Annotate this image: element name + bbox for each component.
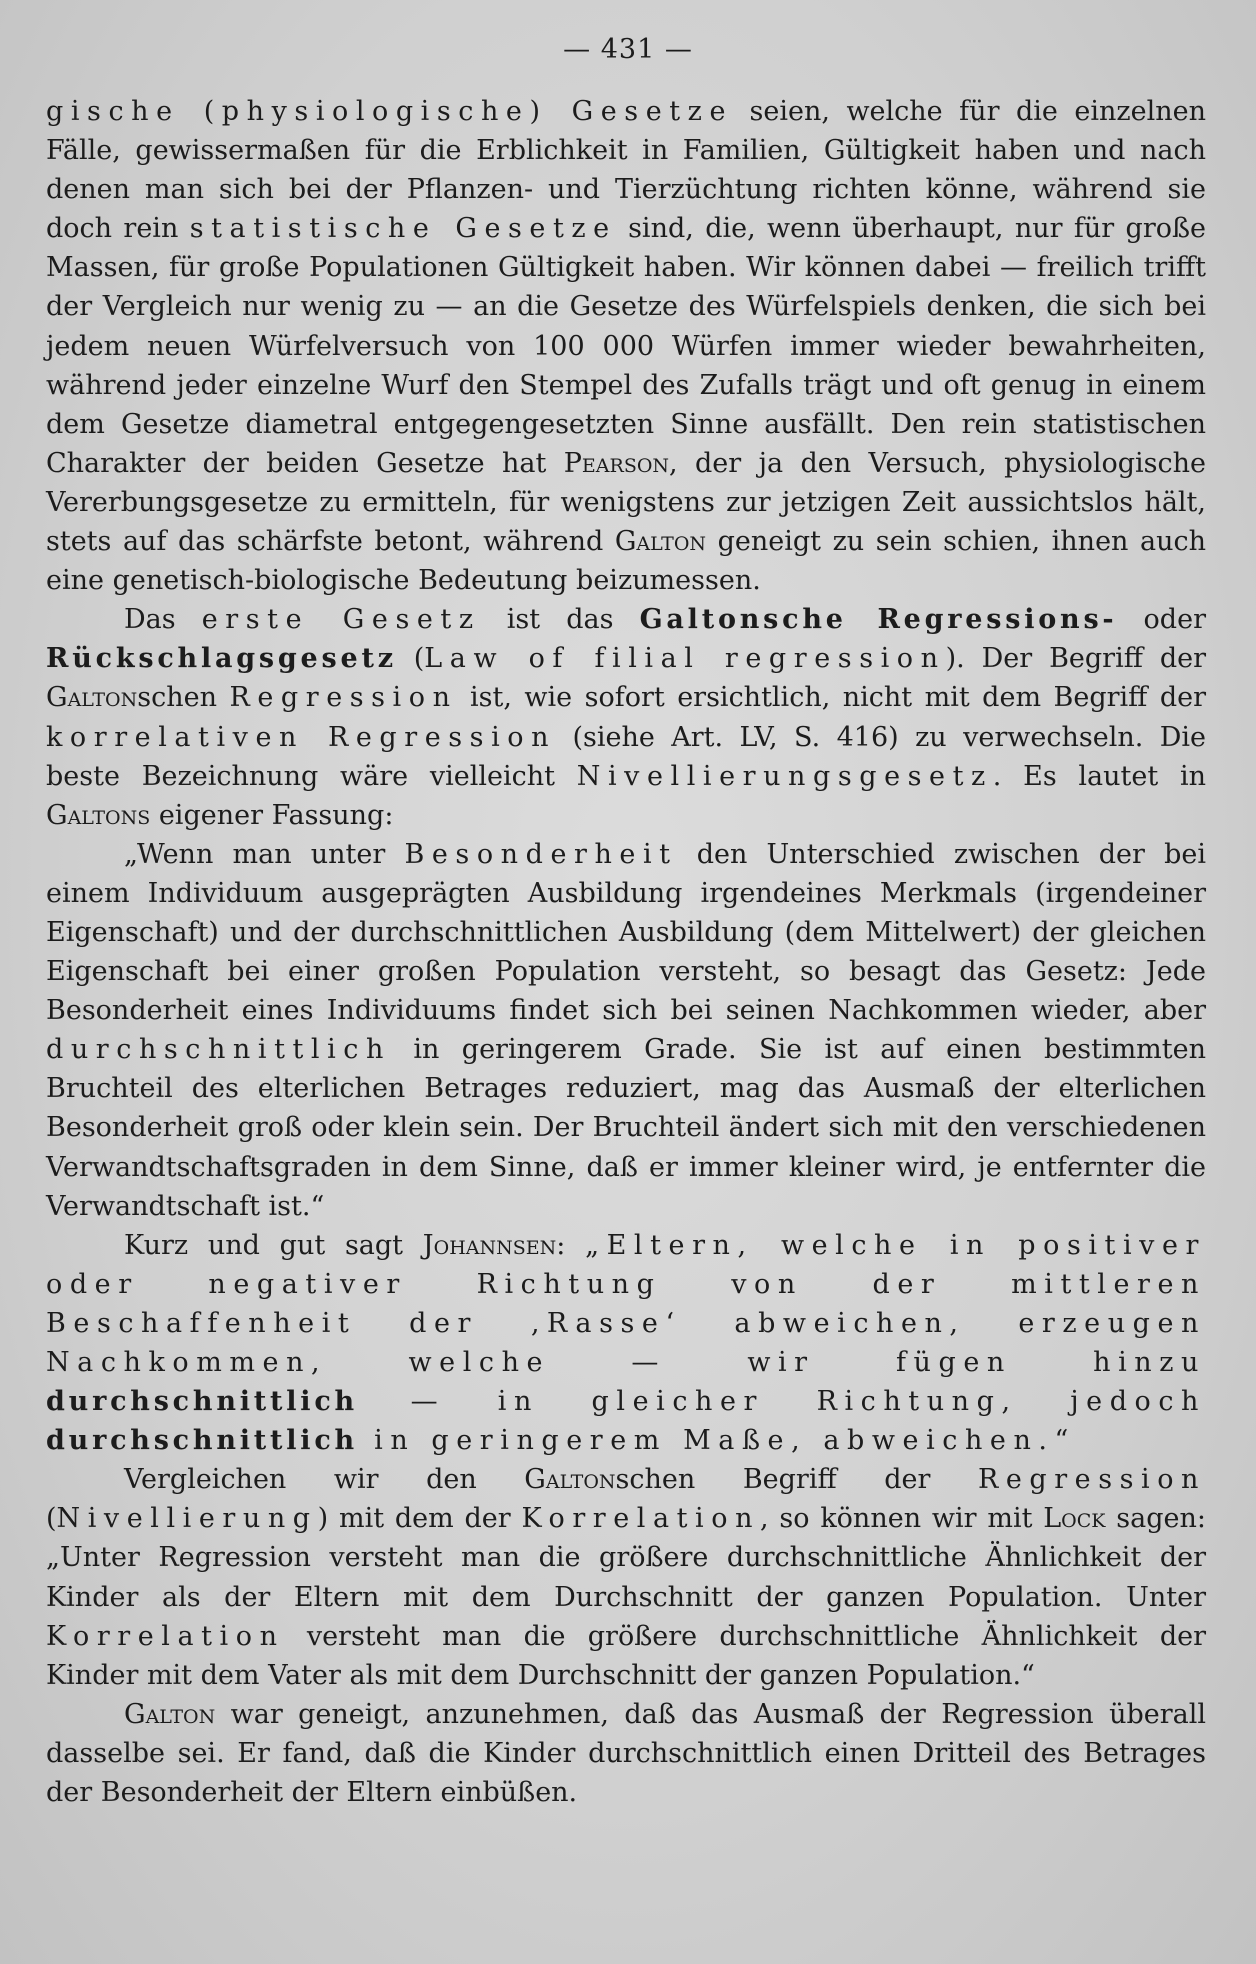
spaced-text: statistische Gesetze (189, 213, 617, 245)
text-run: „Wenn man unter (124, 838, 405, 870)
spaced-text: Korrelation (521, 1503, 761, 1535)
text-run: ist, wie sofort ersichtlich, nicht mit dem Begriff der (457, 682, 1206, 714)
small-caps-name: Galton (524, 1464, 616, 1496)
small-caps-name: Galtons (46, 799, 151, 831)
text-run: geneigt zu sein schien, ihnen auch eine genetisch-biologische Bedeutung beizumessen. (46, 526, 1206, 597)
text-run: (siehe Art. LV, S. 416) zu verwechseln. Die beste Bezeichnung wäre vielleicht (46, 721, 1206, 792)
text-run: ) mit dem der (317, 1503, 522, 1535)
paragraph-6 (46, 1695, 1206, 1812)
paragraph-2 (46, 600, 1206, 835)
page-number: — 431 — (563, 34, 693, 65)
text-run: ( (396, 643, 425, 675)
spaced-text: Nivellierung (56, 1503, 318, 1535)
page-body (46, 92, 1206, 1812)
small-caps-name: Galton (46, 682, 138, 714)
spaced-text: — in gleicher Richtung, jedoch (357, 1386, 1206, 1418)
text-run: ist das (480, 604, 640, 636)
text-run: ( (46, 1503, 57, 1535)
spaced-text: Regression (229, 682, 458, 714)
bold-term: durchschnittlich (46, 1425, 358, 1457)
bold-term: Rückschlagsgesetz (46, 643, 397, 675)
small-caps-name: Lock (1043, 1503, 1106, 1535)
text-run: Das (124, 604, 202, 636)
paragraph-1 (46, 92, 1206, 600)
spaced-text: Korrelation (46, 1620, 285, 1652)
text-run: oder (1117, 604, 1206, 636)
small-caps-name: Pearson (563, 447, 670, 479)
text-run: schen Begriff der (615, 1464, 978, 1496)
spaced-text: Besonderheit (404, 838, 678, 870)
spaced-text: „Eltern, welche in positiver oder negativer Richtung von der mittleren Beschaffenheit der ‚Rasse‘ abweichen, erzeugen Nachkommen, welche — wir fügen hinzu (46, 1229, 1206, 1378)
text-run: Kurz und gut sagt (124, 1229, 423, 1261)
text-run: , so können wir mit (760, 1503, 1044, 1535)
bold-term: Galtonsche Regressions- (639, 604, 1118, 636)
spaced-text: Law of filial regression (424, 643, 946, 675)
text-run: : (556, 1229, 586, 1261)
small-caps-name: Galton (614, 526, 707, 558)
text-run: sind, die, wenn überhaupt, nur für große Massen, für große Populationen Gültigkeit haben. Wir können dabei — freilich trifft der Vergleich nur wenig zu — an die Gesetze des Würfelspiels denken, die sich bei jedem neuen Würfelversuch von 100 000 Würfen immer wieder bewahrheiten, während jeder einzelne Wurf den Stempel des Zufalls trägt und oft genug in einem dem Gesetze diametral entgegengesetzten Sinne ausfällt. Den rein statistischen Charakter der beiden Gesetze hat (46, 213, 1206, 479)
paragraph-4 (46, 1226, 1206, 1461)
spaced-text: durchschnittlich (46, 1034, 391, 1066)
text-run: schen (137, 682, 230, 714)
text-run: ). Der Begriff der (945, 643, 1206, 675)
text-run: den Unterschied zwischen der bei einem Individuum ausgeprägten Ausbildung irgendeines Merkmals (irgendeiner Eigenschaft) und der durchschnittlichen Ausbildung (dem Mittelwert) der gleichen Eigenschaft bei einer großen Population versteht, so besagt das Gesetz: Jede Besonderheit eines Individuums findet sich bei seinen Nachkommen wieder, aber (46, 838, 1207, 1027)
spaced-text: erste Gesetz (201, 604, 481, 636)
text-run: Vergleichen wir den (124, 1464, 525, 1496)
text-run: , der ja den Versuch, physiologische Vererbungsgesetze zu ermitteln, für wenigstens zur jetzigen Zeit aussichtslos hält, stets auf das schärfste betont, während (46, 447, 1206, 558)
text-run: . Es lautet in (992, 760, 1206, 792)
text-run: versteht man die größere durchschnittliche Ähnlichkeit der Kinder mit dem Vater als mit dem Durchschnitt der ganzen Population.“ (46, 1620, 1206, 1691)
text-run: war geneigt, anzunehmen, daß das Ausmaß der Regression überall dasselbe sei. Er fand, daß die Kinder durchschnittlich einen Dritteil des Betrages der Besonderheit der Eltern einbüßen. (46, 1698, 1206, 1809)
spaced-text: Nivellierungsgesetz (576, 760, 993, 792)
small-caps-name: Johannsen (422, 1229, 557, 1261)
spaced-text: in geringerem Maße, abweichen.“ (357, 1425, 1076, 1457)
text-run: sagen: „Unter Regression versteht man die größere durchschnittliche Ähnlichkeit der Kinder als der Eltern mit dem Durchschnitt der ganzen Population. Unter (46, 1503, 1206, 1613)
paragraph-3 (46, 835, 1206, 1226)
text-run: eigener Fassung: (150, 799, 394, 831)
text-run: seien, welche für die einzelnen Fälle, gewissermaßen für die Erblichkeit in Familien, Gültigkeit haben und nach denen man sich bei der Pflanzen- und Tierzüchtung richten könne, während sie doch rein (46, 96, 1206, 245)
text-run: in geringerem Grade. Sie ist auf einen bestimmten Bruchteil des elterlichen Betrages reduziert, mag das Ausmaß der elterlichen Besonderheit groß oder klein sein. Der Bruchteil ändert sich mit den verschiedenen Verwandtschaftsgraden in dem Sinne, daß er immer kleiner wird, je entfernter die Verwandtschaft ist.“ (46, 1034, 1206, 1222)
small-caps-name: Galton (124, 1698, 216, 1730)
bold-term: durchschnittlich (46, 1386, 358, 1418)
spaced-text: gische (physiologische) Gesetze (46, 96, 733, 127)
spaced-text: Regression (977, 1464, 1207, 1496)
spaced-text: korrelativen Regression (46, 721, 557, 753)
paragraph-5 (46, 1460, 1206, 1695)
